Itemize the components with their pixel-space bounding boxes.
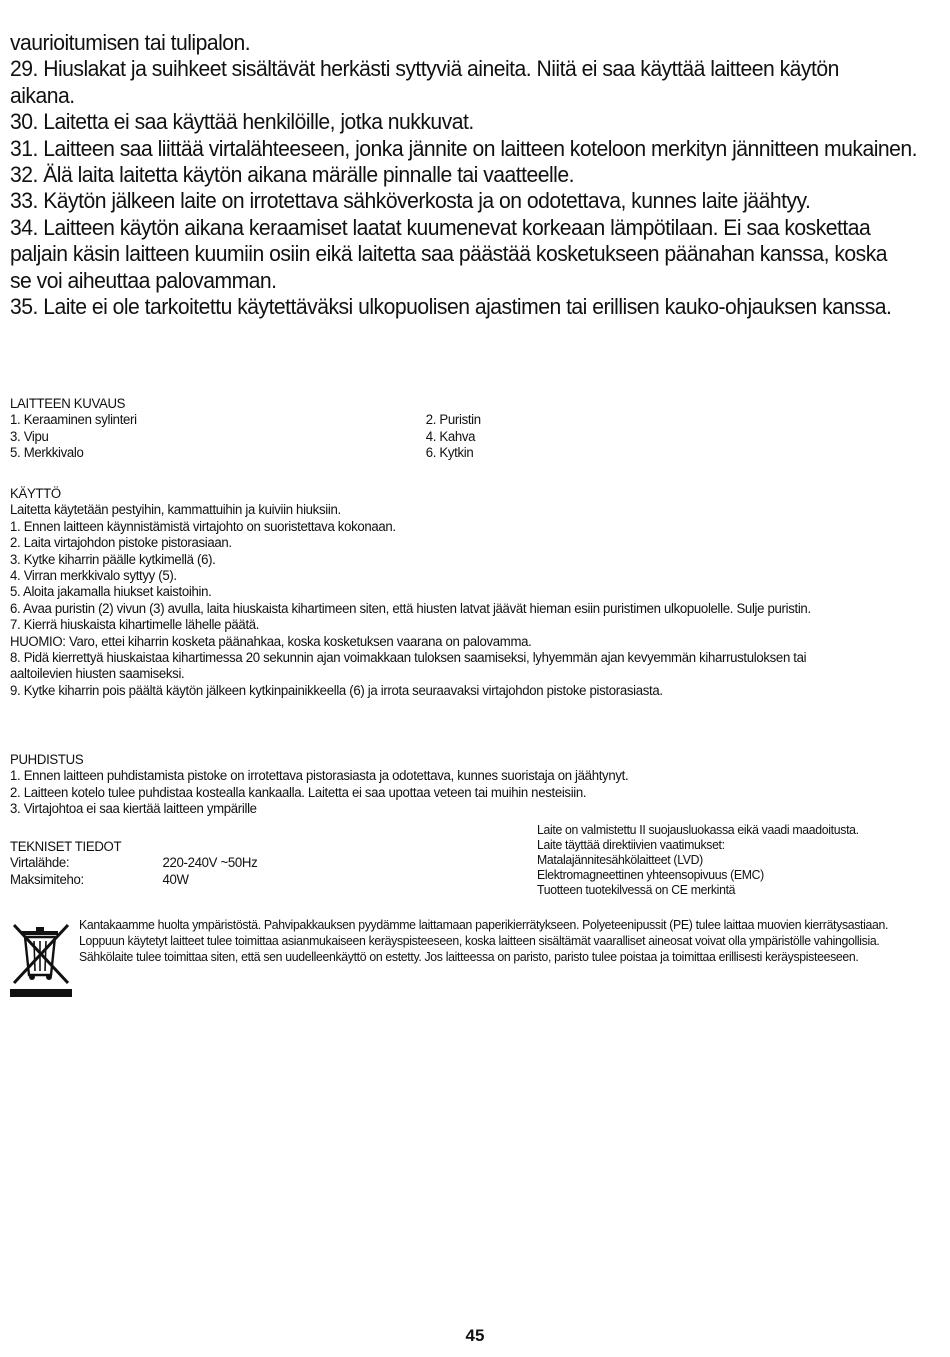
usage-section [10,486,903,699]
safety-instructions [10,30,936,320]
usage-warning: HUOMIO: Varo, ettei kiharrin kosketa päänahkaa, koska kosketuksen vaarana on palovamma. [10,633,532,650]
usage-line: 9. Kytke kiharrin pois päältä käytön jälkeen kytkinpainikkeella (6) ja irrota seuraavaksi virtajohdon pistoke pistorasiasta. [10,682,663,699]
cleaning-line: 3. Virtajohtoa ei saa kiertää laitteen ympärille [10,801,257,818]
cleaning-line: 1. Ennen laitteen puhdistamista pistoke on irrotettava pistorasiasta ja odotettava, kunnes suoristaja on jäähtynyt. [10,768,629,785]
technical-specs [10,839,349,888]
usage-line: 1. Ennen laitteen käynnistämistä virtajohto on suoristettava kokonaan. [10,518,396,535]
part-item: 1. Keraaminen sylinteri [10,412,137,429]
page-number: 45 [465,1326,485,1345]
section-heading: TEKNISET TIEDOT [10,839,122,855]
safety-line: 33. Käytön jälkeen laite on irrotettava sähköverkosta ja on odotettava, kunnes laite jäähtyy. [10,188,811,214]
usage-line: 7. Kierrä hiuskaista kihartimelle lähelle päätä. [10,617,260,634]
compliance-line: Elektromagneettinen yhteensopivuus (EMC) [537,867,764,882]
spec-label: Maksimiteho: [10,871,84,888]
part-item: 4. Kahva [425,428,476,445]
section-heading: KÄYTTÖ [10,486,61,502]
compliance-line: Tuotteen tuotekilvessä on CE merkintä [537,882,736,897]
safety-line: 29. Hiuslakat ja suihkeet sisältävät herkästi syttyviä aineita. Niitä ei saa käyttää laitteen käytön aikana. [10,56,839,108]
usage-line: Laitetta käytetään pestyihin, kammattuihin ja kuiviin hiuksiin. [10,502,341,519]
spec-value: 40W [162,871,189,888]
safety-line: 34. Laitteen käytön aikana keraamiset laatat kuumenevat korkeaan lämpötilaan. Ei saa koskettaa paljain käsin laitteen kuumiin osiin eikä laitetta saa päästää kosketukseen päänahan kanssa, koska se voi aiheuttaa palovamman. [10,214,888,293]
usage-line: 4. Virran merkkivalo syttyy (5). [10,568,177,585]
cleaning-section [10,752,903,818]
usage-line: 5. Aloita jakamalla hiukset kaistoihin. [10,584,212,601]
safety-line: 32. Älä laita laitetta käytön aikana märälle pinnalle tai vaatteelle. [10,162,574,188]
weee-crossed-bin-icon [10,919,72,997]
device-description [10,396,903,462]
cleaning-line: 2. Laitteen kotelo tulee puhdistaa kostealla kankaalla. Laitetta ei saa upottaa veteen tai muihin nesteisiin. [10,784,587,801]
usage-line: 6. Avaa puristin (2) vivun (3) avulla, laita hiuskaista kihartimeen siten, että hiusten latvat jäävät hieman esiin puristimen ulkopuolelle. Sulje puristin. [10,600,811,617]
part-item: 2. Puristin [425,412,481,429]
environment-text-block [79,917,935,966]
spec-row [10,872,349,888]
spec-value: 220-240V ~50Hz [162,855,258,872]
part-item: 3. Vipu [10,428,49,445]
spec-row [10,855,349,871]
usage-line: 8. Pidä kierrettyä hiuskaistaa kihartimessa 20 sekunnin ajan voimakkaan tuloksen saamiseksi, lyhyemmän ajan kevyemmän kiharrustuloksen tai aaltoilevien hiusten saamiseksi. [10,650,807,683]
spec-label: Virtalähde: [10,855,70,872]
compliance-line: Laite täyttää direktiivien vaatimukset: [537,837,725,852]
part-item: 5. Merkkivalo [10,445,84,462]
safety-line: 30. Laitetta ei saa käyttää henkilöille, jotka nukkuvat. [10,109,474,135]
safety-line: 31. Laitteen saa liittää virtalähteeseen, jonka jännite on laitteen koteloon merkityn jännitteen mukainen. [10,135,917,161]
compliance-notes [537,822,928,897]
usage-line: 3. Kytke kiharrin päälle kytkimellä (6). [10,551,216,568]
environment-text: Kantakaamme huolta ympäristöstä. Pahvipakkauksen pyydämme laittamaan paperikierrätykseen. Polyeteenipussit (PE) tulee laittaa muovien kierrätysastiaan. Loppuun käytetyt laitteet tulee toimittaa asianmukaiseen keräyspisteeseen, koska laitteen sisältämät vaaralliset aineosat voivat olla ympäristölle vahingollisia. Sähkölaite tulee toimittaa siten, että sen uudelleenkäyttö on estetty. Jos laitteessa on paristo, paristo tulee poistaa ja toimittaa erillisesti keräyspisteeseen. [79,917,889,965]
compliance-line: Laite on valmistettu II suojausluokassa eikä vaadi maadoitusta. [537,822,859,837]
usage-line: 2. Laita virtajohdon pistoke pistorasiaan. [10,535,232,552]
part-item: 6. Kytkin [425,445,474,462]
parts-list [10,412,903,461]
section-heading: LAITTEEN KUVAUS [10,396,126,412]
safety-line: vaurioitumisen tai tulipalon. [10,30,251,55]
compliance-line: Matalajännitesähkölaitteet (LVD) [537,852,703,867]
safety-line: 35. Laite ei ole tarkoitettu käytettäväksi ulkopuolisen ajastimen tai erillisen kauko-ohjauksen kanssa. [10,294,892,320]
section-heading: PUHDISTUS [10,752,84,768]
